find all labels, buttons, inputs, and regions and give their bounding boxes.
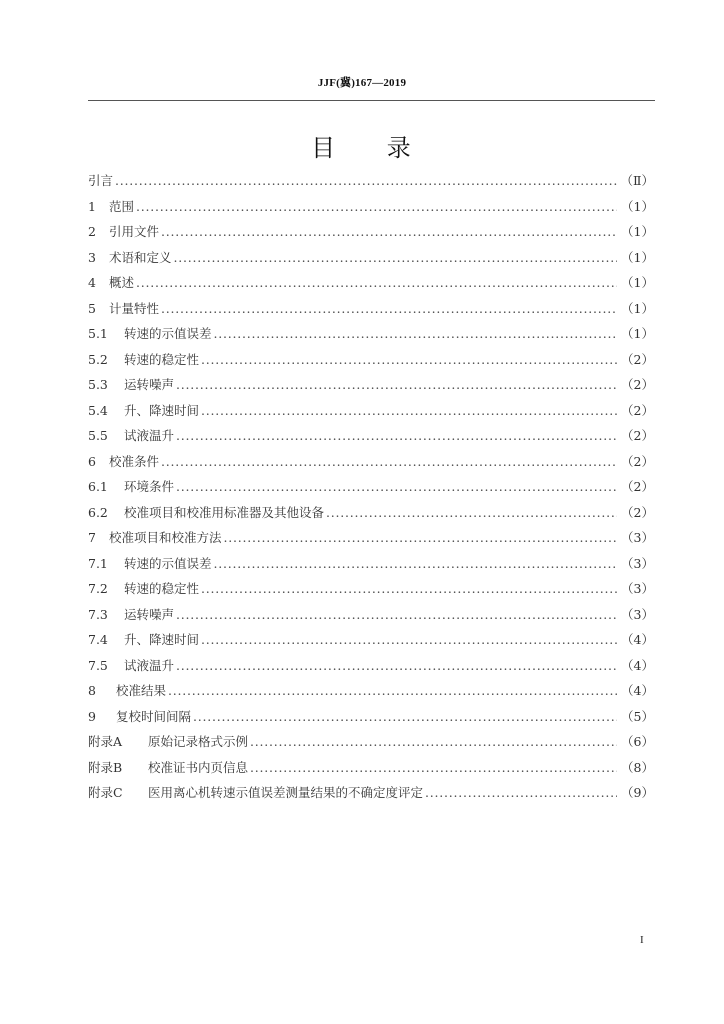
toc-entry-appendix-a[interactable] xyxy=(88,729,654,755)
toc-entry-page: （1） xyxy=(621,224,654,239)
toc-entry-page: （2） xyxy=(621,453,654,469)
toc-entry-label: 引言 xyxy=(88,173,114,188)
toc-entry-page: （3） xyxy=(621,581,654,596)
toc-entry-6-1[interactable] xyxy=(88,474,654,500)
toc-leader-dots xyxy=(176,653,617,679)
toc-entry-page: （6） xyxy=(621,734,654,749)
toc-entry-7-3[interactable] xyxy=(88,602,654,628)
toc-entry-label: 概述 xyxy=(109,275,135,290)
toc-entry-7-4[interactable] xyxy=(88,627,654,653)
toc-entry-number: 5.3 xyxy=(88,377,108,392)
toc-entry-number: 7.4 xyxy=(88,632,108,647)
toc-entry-number: 7.3 xyxy=(88,606,108,622)
toc-entry-5-4[interactable] xyxy=(88,398,654,424)
toc-entry-page: （3） xyxy=(621,555,654,571)
page-title: 目 录 xyxy=(311,134,413,162)
table-of-contents xyxy=(88,168,654,806)
toc-entry-page: （5） xyxy=(621,708,654,724)
toc-entry-number: 附录A xyxy=(88,734,123,749)
toc-entry-label: 范围 xyxy=(109,198,135,214)
toc-entry-number: 7.1 xyxy=(88,555,108,571)
toc-entry-page: （2） xyxy=(621,428,654,443)
toc-entry-label: 引用文件 xyxy=(109,224,160,239)
toc-entry-number: 6 xyxy=(88,453,96,469)
standard-code-header: JJF(冀)167—2019 xyxy=(317,77,407,89)
toc-leader-dots xyxy=(201,627,617,653)
toc-leader-dots xyxy=(161,449,617,475)
toc-entry-label: 升、降速时间 xyxy=(124,402,200,418)
toc-entry-number: 5.5 xyxy=(88,428,108,443)
toc-entry-6-2[interactable] xyxy=(88,500,654,526)
toc-entry-number: 6.2 xyxy=(88,504,108,520)
toc-entry-page: （2） xyxy=(621,351,654,367)
toc-entry-appendix-b[interactable] xyxy=(88,755,654,781)
toc-entry-number: 附录B xyxy=(88,759,123,775)
toc-entry-label: 转速的稳定性 xyxy=(124,581,200,596)
toc-entry-page: （1） xyxy=(621,326,654,341)
toc-entry-label: 试液温升 xyxy=(124,428,175,443)
toc-entry-3[interactable] xyxy=(88,245,654,271)
toc-leader-dots xyxy=(161,296,617,322)
header-divider xyxy=(88,100,655,101)
toc-leader-dots xyxy=(115,168,616,194)
toc-entry-page: （1） xyxy=(621,275,654,290)
toc-entry-number: 3 xyxy=(88,249,96,265)
toc-entry-page: （2） xyxy=(621,377,654,392)
toc-entry-7-5[interactable] xyxy=(88,653,654,679)
toc-leader-dots xyxy=(214,321,618,347)
toc-entry-page: （8） xyxy=(621,759,654,775)
toc-entry-page: （1） xyxy=(621,198,654,214)
toc-leader-dots xyxy=(161,219,617,245)
toc-entry-number: 5.4 xyxy=(88,402,108,418)
toc-leader-dots xyxy=(201,398,617,424)
toc-entry-7[interactable] xyxy=(88,525,654,551)
toc-entry-label: 医用离心机转速示值误差测量结果的不确定度评定 xyxy=(148,785,424,800)
toc-leader-dots xyxy=(176,372,617,398)
toc-entry-number: 附录C xyxy=(88,785,123,800)
toc-entry-number: 6.1 xyxy=(88,479,108,494)
toc-entry-number: 7 xyxy=(88,530,96,545)
toc-entry-1[interactable] xyxy=(88,194,654,220)
toc-entry-foreword[interactable] xyxy=(88,168,654,194)
toc-leader-dots xyxy=(168,678,617,704)
toc-leader-dots xyxy=(136,270,617,296)
toc-leader-dots xyxy=(214,551,618,577)
toc-entry-label: 校准项目和校准方法 xyxy=(109,530,222,545)
toc-entry-page: （1） xyxy=(621,249,654,265)
toc-entry-label: 校准项目和校准用标准器及其他设备 xyxy=(124,504,325,520)
toc-entry-page: （9） xyxy=(621,785,654,800)
toc-entry-page: （3） xyxy=(621,606,654,622)
toc-leader-dots xyxy=(326,500,617,526)
toc-entry-number: 8 xyxy=(88,683,96,698)
toc-entry-label: 术语和定义 xyxy=(109,249,172,265)
toc-entry-5-5[interactable] xyxy=(88,423,654,449)
toc-entry-label: 复校时间间隔 xyxy=(116,708,192,724)
toc-entry-8[interactable] xyxy=(88,678,654,704)
toc-leader-dots xyxy=(193,704,617,730)
toc-entry-page: （Ⅱ） xyxy=(620,173,654,188)
toc-leader-dots xyxy=(201,576,617,602)
toc-entry-page: （2） xyxy=(621,479,654,494)
toc-entry-label: 环境条件 xyxy=(124,479,175,494)
toc-entry-number: 9 xyxy=(88,708,96,724)
toc-entry-page: （4） xyxy=(621,657,654,673)
toc-entry-5-2[interactable] xyxy=(88,347,654,373)
toc-entry-label: 原始记录格式示例 xyxy=(148,734,249,749)
toc-entry-label: 运转噪声 xyxy=(124,606,175,622)
toc-entry-5-3[interactable] xyxy=(88,372,654,398)
toc-entry-label: 计量特性 xyxy=(109,300,160,316)
toc-entry-page: （2） xyxy=(621,402,654,418)
toc-leader-dots xyxy=(250,755,617,781)
toc-entry-label: 升、降速时间 xyxy=(124,632,200,647)
toc-entry-number: 4 xyxy=(88,275,96,290)
toc-leader-dots xyxy=(174,245,618,271)
toc-leader-dots xyxy=(425,780,617,806)
toc-entry-label: 转速的示值误差 xyxy=(124,555,212,571)
toc-entry-5-1[interactable] xyxy=(88,321,654,347)
toc-entry-7-1[interactable] xyxy=(88,551,654,577)
toc-entry-7-2[interactable] xyxy=(88,576,654,602)
toc-leader-dots xyxy=(176,423,617,449)
toc-entry-page: （4） xyxy=(621,683,654,698)
toc-entry-number: 5 xyxy=(88,300,96,316)
toc-leader-dots xyxy=(136,194,617,220)
toc-entry-label: 校准结果 xyxy=(116,683,167,698)
toc-entry-5[interactable] xyxy=(88,296,654,322)
toc-entry-page: （1） xyxy=(621,300,654,316)
toc-entry-appendix-c[interactable] xyxy=(88,780,654,806)
toc-entry-2[interactable] xyxy=(88,219,654,245)
toc-entry-label: 转速的示值误差 xyxy=(124,326,212,341)
toc-entry-6[interactable] xyxy=(88,449,654,475)
toc-entry-page: （4） xyxy=(621,632,654,647)
toc-entry-page: （3） xyxy=(621,530,654,545)
toc-entry-number: 7.2 xyxy=(88,581,108,596)
toc-leader-dots xyxy=(201,347,617,373)
toc-entry-number: 1 xyxy=(88,198,96,214)
toc-entry-9[interactable] xyxy=(88,704,654,730)
toc-entry-number: 2 xyxy=(88,224,96,239)
page-number: I xyxy=(640,934,644,946)
toc-entry-number: 5.2 xyxy=(88,351,108,367)
toc-entry-page: （2） xyxy=(621,504,654,520)
toc-entry-number: 5.1 xyxy=(88,326,108,341)
toc-entry-number: 7.5 xyxy=(88,657,108,673)
toc-leader-dots xyxy=(250,729,617,755)
toc-entry-label: 运转噪声 xyxy=(124,377,175,392)
toc-entry-label: 试液温升 xyxy=(124,657,175,673)
toc-entry-label: 转速的稳定性 xyxy=(124,351,200,367)
toc-leader-dots xyxy=(176,602,617,628)
toc-entry-label: 校准证书内页信息 xyxy=(148,759,249,775)
toc-entry-label: 校准条件 xyxy=(109,453,160,469)
toc-leader-dots xyxy=(224,525,618,551)
toc-leader-dots xyxy=(176,474,617,500)
toc-entry-4[interactable] xyxy=(88,270,654,296)
